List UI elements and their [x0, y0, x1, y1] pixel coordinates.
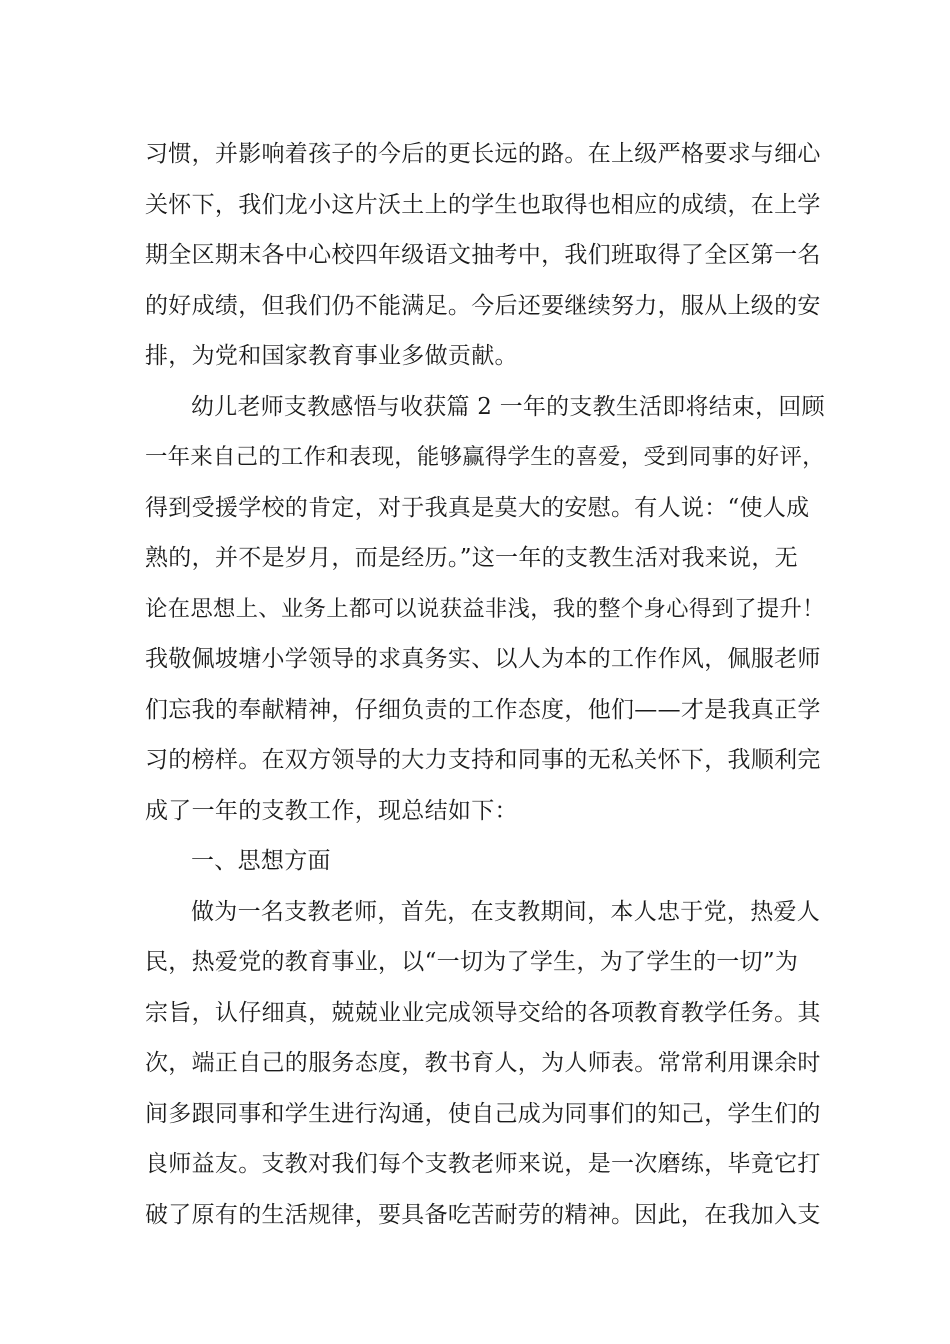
text-line: 宗旨，认仔细真，兢兢业业完成领导交给的各项教育教学任务。其: [145, 999, 821, 1026]
text-line: 关怀下，我们龙小这片沃土上的学生也取得也相应的成绩，在上学: [145, 191, 821, 218]
text-line: 们忘我的奉献精神，仔细负责的工作态度，他们——才是我真正学: [145, 696, 821, 723]
text-line: 良师益友。支教对我们每个支教老师来说，是一次磨练，毕竟它打: [145, 1151, 821, 1177]
text-line: 熟的，并不是岁月，而是经历。”这一年的支教生活对我来说，无: [145, 545, 798, 571]
text-line: 一年来自己的工作和表现，能够赢得学生的喜爱，受到同事的好评，: [145, 444, 825, 470]
text-line: 做为一名支教老师，首先，在支教期间，本人忠于党，热爱人: [191, 898, 821, 925]
text-line: 排，为党和国家教育事业多做贡献。: [145, 343, 518, 369]
text-line: 论在思想上、业务上都可以说获益非浅，我的整个身心得到了提升！: [145, 595, 825, 622]
text-line: 习惯，并影响着孩子的今后的更长远的路。在上级严格要求与细心: [145, 141, 821, 167]
text-line: 得到受援学校的肯定，对于我真是莫大的安慰。有人说：“使人成: [145, 494, 810, 521]
text-line: 民，热爱党的教育事业，以“一切为了学生，为了学生的一切”为: [145, 949, 799, 975]
text-line: 期全区期末各中心校四年级语文抽考中，我们班取得了全区第一名: [145, 242, 821, 268]
text-line: 我敬佩坡塘小学领导的求真务实、以人为本的工作作风，佩服老师: [145, 646, 821, 672]
text-line: 成了一年的支教工作，现总结如下：: [145, 797, 518, 824]
document-body: [145, 129, 825, 1240]
text-line: 破了原有的生活规律，要具备吃苦耐劳的精神。因此，在我加入支: [145, 1201, 821, 1228]
text-line: 习的榜样。在双方领导的大力支持和同事的无私关怀下，我顺利完: [145, 747, 821, 773]
text-line: 的好成绩，但我们仍不能满足。今后还要继续努力，服从上级的安: [145, 292, 821, 319]
text-line: 幼儿老师支教感悟与收获篇 2 一年的支教生活即将结束，回顾: [191, 393, 825, 420]
text-line: 一、思想方面: [191, 848, 331, 874]
text-line: 次，端正自己的服务态度，教书育人，为人师表。常常利用课余时: [145, 1050, 821, 1076]
text-line: 间多跟同事和学生进行沟通，使自己成为同事们的知己，学生们的: [145, 1100, 821, 1127]
